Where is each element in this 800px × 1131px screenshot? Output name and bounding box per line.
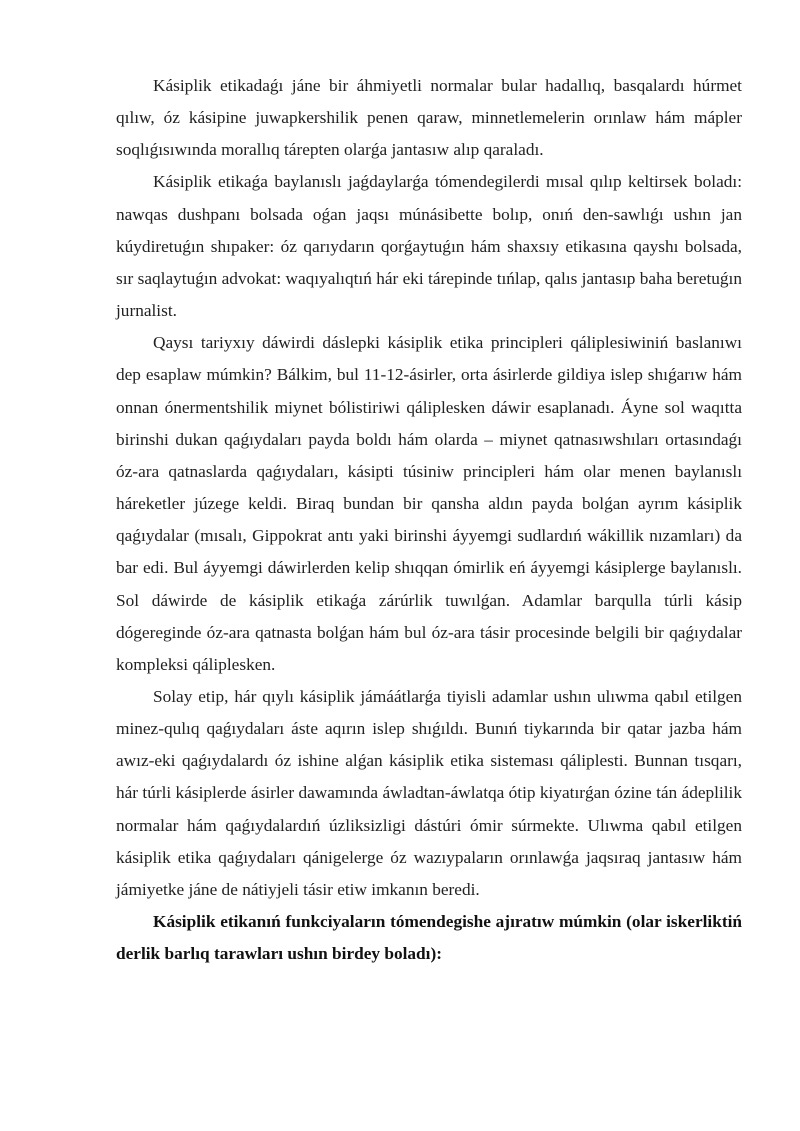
paragraph-ethics-system-formation: Solay etip, hár qıylı kásiplik jámáátlarǵa tiyisli adamlar ushın ulıwma qabıl etilgen minez-qulıq qaǵıydaları áste aqırın islep shıǵıldı. Bunıń tiykarında bir qatar jazba hám awız-eki qaǵıydalardı óz ishine alǵan kásiplik etika sisteması qáliplesti. Bunnan tısqarı, hár túrli kásiplerde ásirler dawamında áwladtan-áwlatqa ótip kiyatırǵan ózine tán ádeplilik normalar hám qaǵıydalardıń úzliksizligi dástúri ómir súrmekte. Ulıwma qabıl etilgen kásiplik etika qaǵıydaları qánigelerge óz wazıypaların orınlawǵa jaqsıraq jantasıw hám jámiyetke jáne de nátiyjeli tásir etiw imkanın beredi. [116, 686, 742, 899]
paragraph-historical-origins: Qaysı tariyxıy dáwirdi dáslepki kásiplik etika principleri qáliplesiwiniń baslanıwı dep esaplaw múmkin? Bálkim, bul 11-12-ásirler, orta ásirlerde gildiya islep shıǵarıw hám onnan ónermentshilik miynet bólistiriwi qáliplesken dáwir esaplanadı. Áyne sol waqıtta birinshi dukan qaǵıydaları payda boldı hám olarda – miynet qatnasıwshıları ortasındaǵı óz-ara qatnaslarda qaǵıydaları, kásipti túsiniw principleri hám olar menen baylanıslı háreketler júzege keldi. Biraq bundan bir qansha aldın payda bolǵan ayrım kásiplik qaǵıydalar (mısalı, Gippokrat antı yaki birinshi áyyemgi sudlardıń wákillik nızamları) da bar edi. Bul áyyemgi dáwirlerden kelip shıqqan ómirlik eń áyyemgi kásiplerge baylanıslı. Sol dáwirde de kásiplik etikaǵa zárúrlik tuwılǵan. Adamlar barqulla túrli kásip dógereginde óz-ara qatnasta bolǵan hám bul óz-ara tásir procesinde belgili bir qaǵıydalar kompleksi qáliplesken. [116, 333, 742, 674]
paragraph-functions-heading: Kásiplik etikanıń funkciyaların tómendegishe ajıratıw múmkin (olar iskerliktiń derlik barlıq tarawları ushın birdey boladı): [116, 912, 742, 964]
document-page [116, 70, 742, 970]
paragraph-professional-ethics-norms: Kásiplik etikadaǵı jáne bir áhmiyetli normalar bular hadallıq, basqalardı húrmet qılıw, óz kásipine juwapkershilik penen qaraw, minnetlemelerin orınlaw hám mápler soqlıǵısıwında morallıq tárepten olarǵa jantasıw alıp qaraladı. [116, 76, 742, 160]
paragraph-ethics-examples: Kásiplik etikaǵa baylanıslı jaǵdaylarǵa tómendegilerdi mısal qılıp keltirsek boladı: nawqas dushpanı bolsada oǵan jaqsı múnásibette bolıp, onıń den-sawlıǵı ushın jan kúydiretuǵın shıpaker: óz qarıydarın qorǵaytuǵın hám shaxsıy etikasına qayshı bolsada, sır saqlaytuǵın advokat: waqıyalıqtıń hár eki tárepinde tıńlap, qalıs jantasıp baha beretuǵın jurnalist. [116, 172, 742, 321]
